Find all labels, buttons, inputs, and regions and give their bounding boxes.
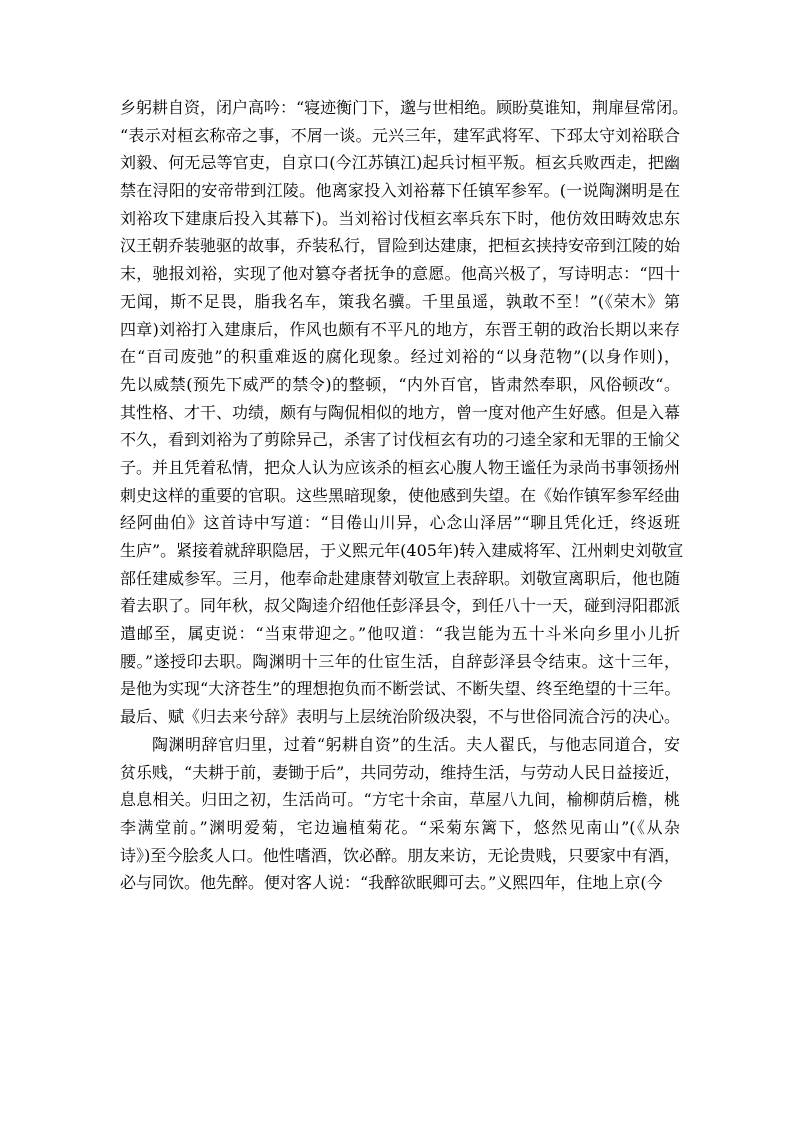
body-text: [120, 94, 689, 897]
paragraph-1-line-18: 部任建威参军。三月，他奉命赴建康替刘敬宣上表辞职。刘敬宣离职后，他也随: [120, 568, 681, 588]
paragraph-1-line-6: 汉王朝乔装驰驱的故事，乔装私行，冒险到达建康，把桓玄挟持安帝到江陵的始: [120, 236, 681, 256]
paragraph-2-line-1: 陶渊明辞官归里，过着“躬耕自资”的生活。夫人翟氏，与他志同道合，安: [152, 734, 680, 754]
paragraph-1-line-21: 腰。”遂授印去职。陶渊明十三年的仕宦生活，自辞彭泽县令结束。这十三年，: [120, 651, 680, 671]
paragraph-1-line-2: “表示对桓玄称帝之事，不屑一谈。元兴三年，建军武将军、下邳太守刘裕联合: [120, 125, 680, 145]
paragraph-1-line-10: 在“百司废弛”的积重难返的腐化现象。经过刘裕的“以身范物”(以身作则)，: [120, 347, 680, 367]
paragraph-2-line-6: 必与同饮。他先醉。便对客人说：“我醉欲眠卿可去。”义熙四年，住地上京(今: [120, 873, 663, 893]
paragraph-2-line-3: 息息相关。归田之初，生活尚可。“方宅十余亩，草屋八九间，榆柳荫后檐，桃: [120, 790, 680, 810]
paragraph-1-line-23: 最后、赋《归去来兮辞》表明与上层统治阶级决裂，不与世俗同流合污的决心。: [120, 707, 681, 727]
paragraph-1-line-13: 不久，看到刘裕为了剪除异己，杀害了讨伐桓玄有功的刁逵全家和无罪的王愉父: [120, 430, 681, 450]
paragraph-1-line-1: 乡躬耕自资，闭户高吟：“寝迹衡门下，邈与世相绝。顾盼莫谁知，荆扉昼常闭。: [120, 98, 689, 117]
paragraph-1-line-12: 其性格、才干、功绩，颇有与陶侃相似的地方，曾一度对他产生好感。但是入幕: [120, 402, 681, 422]
paragraph-1-line-16: 经阿曲伯》这首诗中写道：“目倦山川异，心念山泽居”“聊且凭化迁，终返班: [120, 513, 680, 533]
paragraph-1-line-7: 末，驰报刘裕，实现了他对篡夺者抚争的意愿。他高兴极了，写诗明志：“四十: [120, 264, 680, 284]
paragraph-2-line-5: 诗》)至今脍炙人口。他性嗜酒，饮必醉。朋友来访，无论贵贱，只要家中有酒，: [120, 845, 680, 865]
paragraph-2-line-2: 贫乐贱，“夫耕于前，妻锄于后”，共同劳动，维持生活，与劳动人民日益接近，: [120, 762, 681, 782]
paragraph-1-line-5: 刘裕攻下建康后投入其幕下)。当刘裕讨伐桓玄率兵东下时，他仿效田畴效忠东: [120, 208, 680, 228]
paragraph-1-line-17: 生庐”。紧接着就辞职隐居，于义熙元年(405年)转入建威将军、江州刺史刘敬宣: [120, 541, 684, 560]
paragraph-1-line-8: 无闻，斯不足畏，脂我名车，策我名骥。千里虽遥，孰敢不至！”(《荣木》第: [120, 291, 680, 311]
paragraph-1-line-11: 先以威禁(预先下威严的禁令)的整顿，“内外百官，皆肃然奉职，风俗顿改“。: [120, 374, 680, 394]
paragraph-1-line-4: 禁在浔阳的安帝带到江陵。他离家投入刘裕幕下任镇军参军。(一说陶渊明是在: [120, 181, 680, 201]
paragraph-1-line-22: 是他为实现“大济苍生”的理想抱负而不断尝试、不断失望、终至绝望的十三年。: [120, 679, 681, 699]
paragraph-1-line-3: 刘毅、何无忌等官吏，自京口(今江苏镇江)起兵讨桓平叛。桓玄兵败西走，把幽: [120, 153, 680, 173]
paragraph-2-line-4: 李满堂前。”渊明爱菊，宅边遍植菊花。“采菊东篱下，悠然见南山”(《从杂: [120, 817, 680, 837]
paragraph-1-line-19: 着去职了。同年秋，叔父陶逵介绍他任彭泽县令，到任八十一天，碰到浔阳郡派: [120, 596, 681, 616]
paragraph-1-line-15: 刺史这样的重要的官职。这些黑暗现象，使他感到失望。在《始作镇军参军经曲: [120, 485, 681, 505]
paragraph-1-line-20: 遣邮至，属吏说：“当束带迎之。”他叹道：“我岂能为五十斗米向乡里小儿折: [120, 624, 680, 644]
paragraph-1-line-14: 子。并且凭着私情，把众人认为应该杀的桓玄心腹人物王谧任为录尚书事领扬州: [120, 457, 681, 477]
paragraph-1-line-9: 四章)刘裕打入建康后，作风也颇有不平凡的地方，东晋王朝的政治长期以来存: [120, 319, 680, 339]
